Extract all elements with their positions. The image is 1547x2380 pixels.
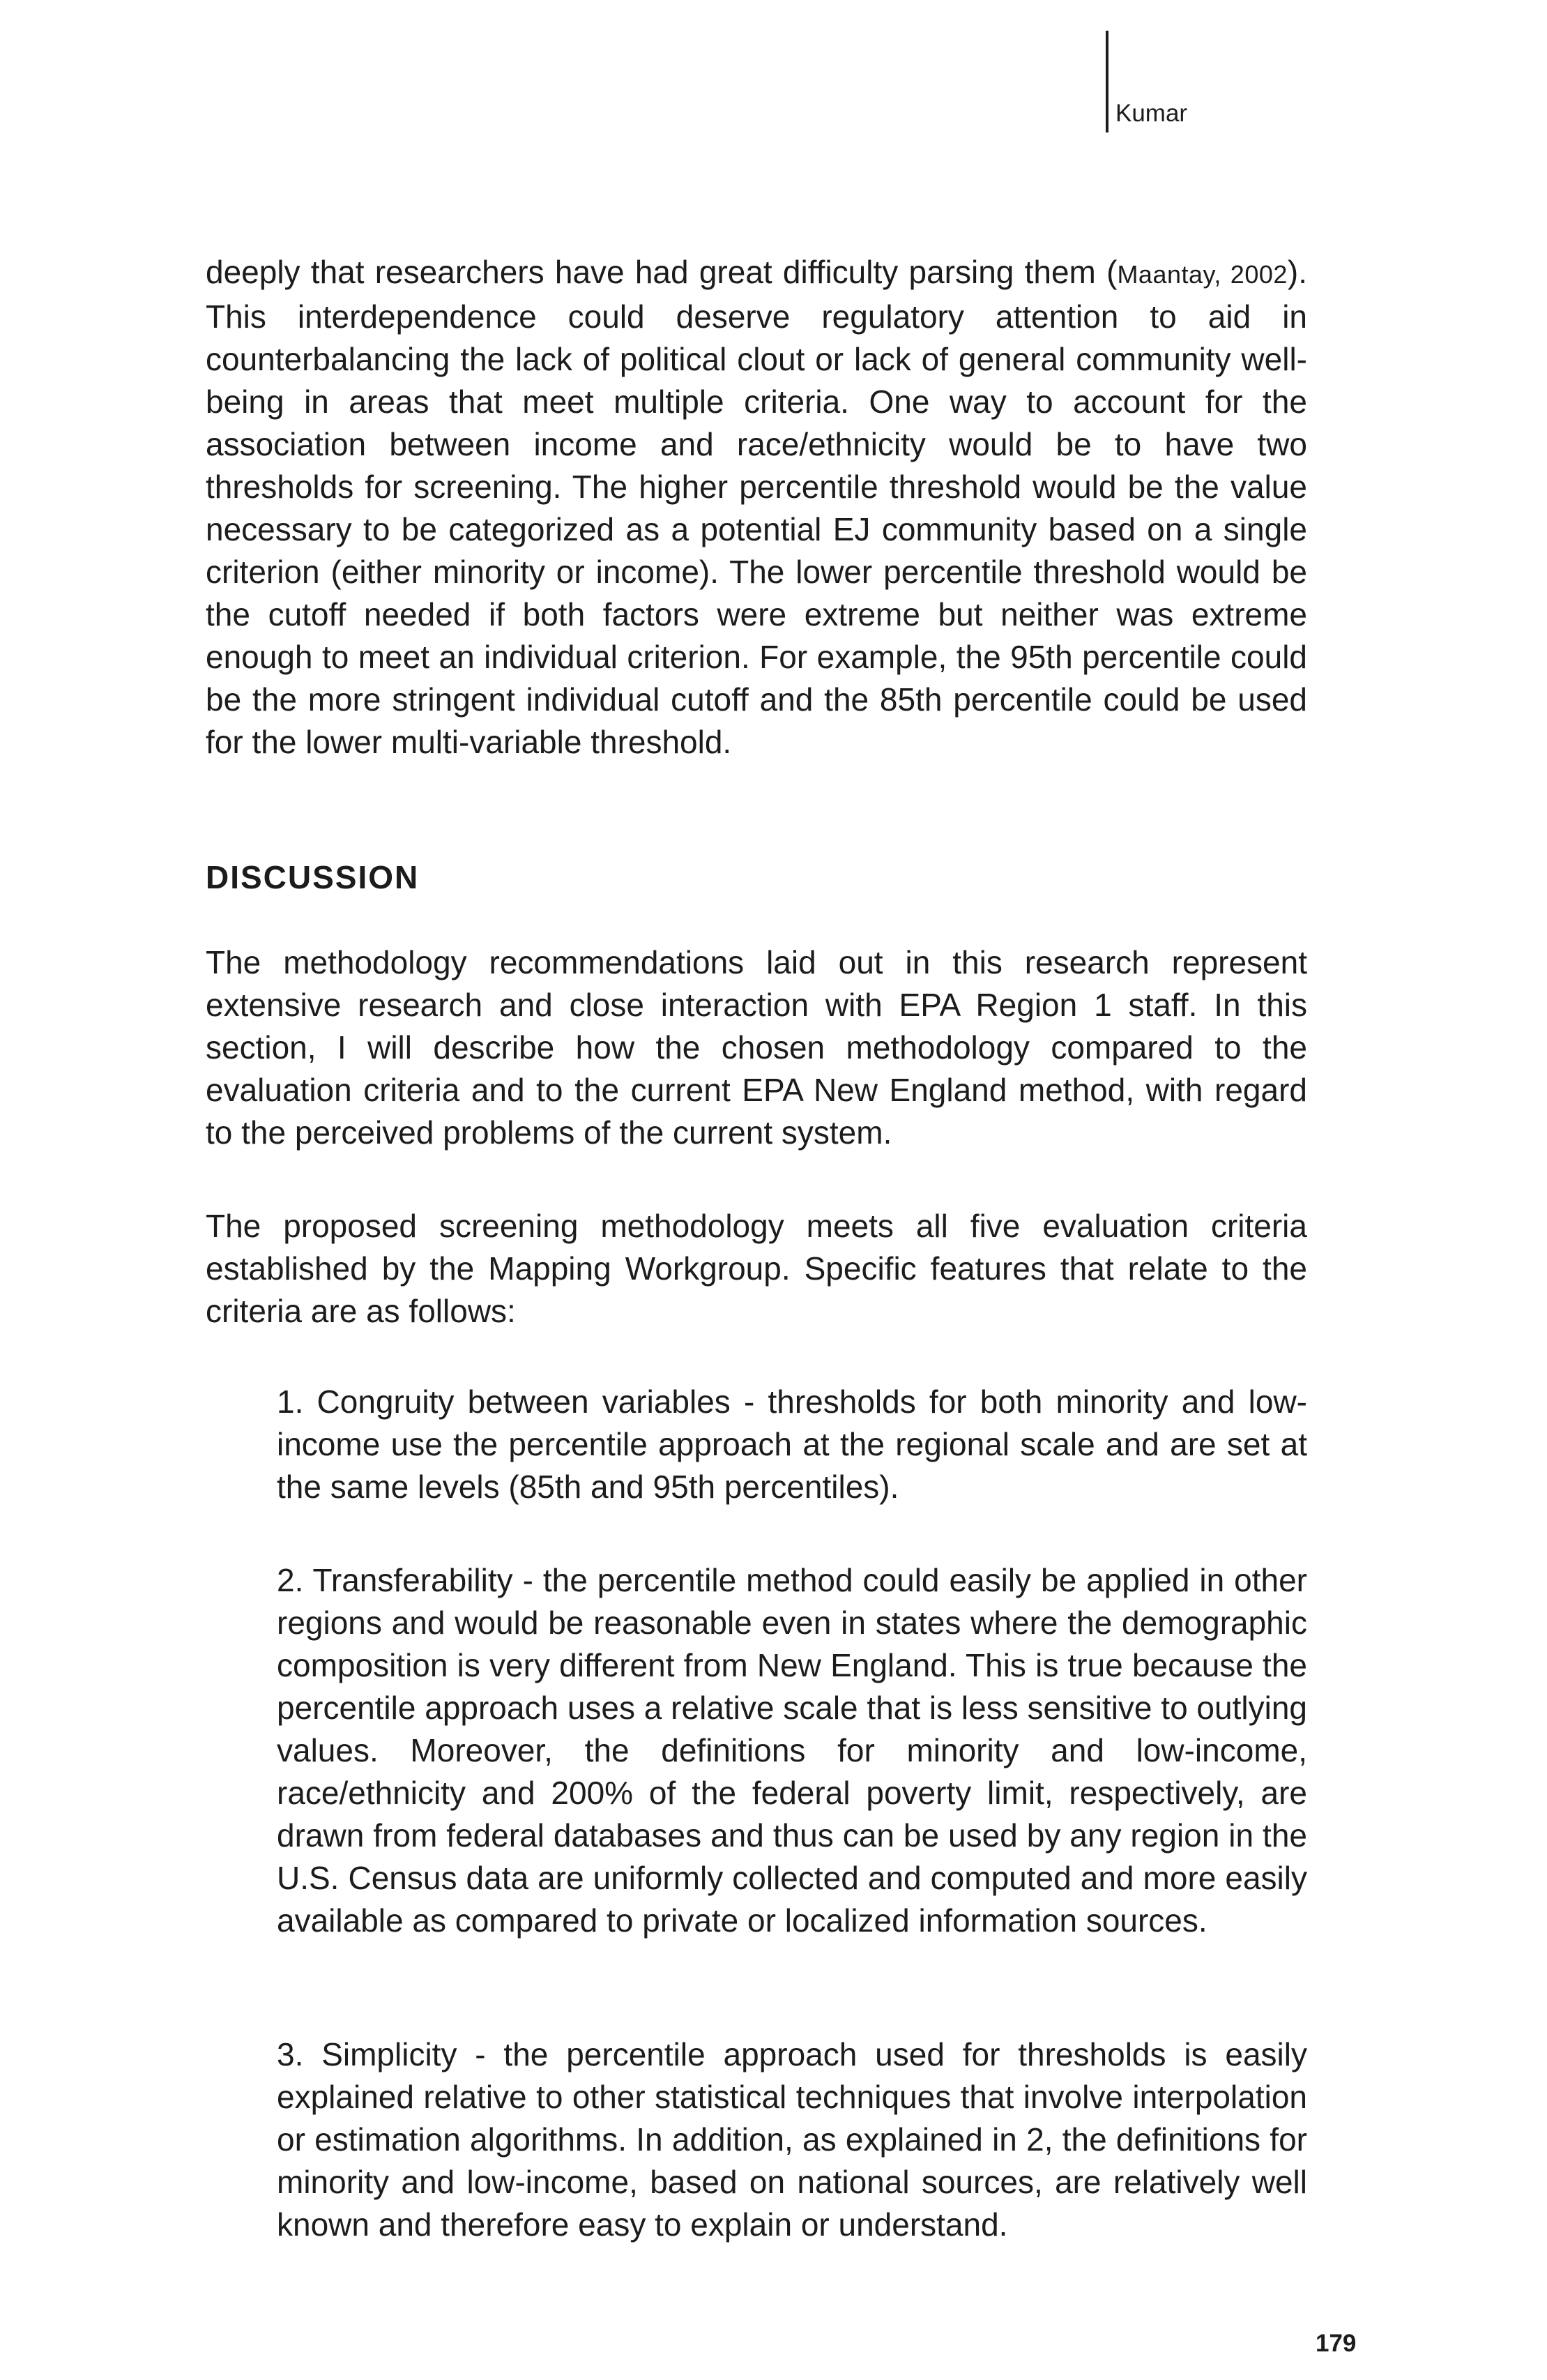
criteria-item-congruity: 1. Congruity between variables - thresholds for both minority and low-income use the percentile approach at the regional scale and are set at the same levels (85th and 95th percentiles). — [277, 1384, 1307, 1505]
continuation-paragraph — [206, 251, 1307, 764]
section-heading: DISCUSSION — [206, 859, 420, 895]
paragraph-text: ). This interdependence could deserve regulatory attention to aid in counterbalancing the lack of political clout or lack of general community well-being in areas that meet multiple criteria. One way to account for the association between income and race/ethnicity would be to have two thresholds for screening. The higher percentile threshold would be the value necessary to be categorized as a potential EJ community based on a single criterion (either minority or income). The lower percentile threshold would be the cutoff needed if both factors were extreme but neither was extreme enough to meet an individual criterion. For example, the 95th percentile could be the more stringent individual cutoff and the 85th percentile could be used for the lower multi-variable threshold. — [206, 254, 1307, 760]
citation: Maantay, 2002 — [1117, 260, 1288, 289]
discussion-paragraph-1: The methodology recommendations laid out in this research represent extensive research and close interaction with EPA Region 1 staff. In this section, I will describe how the chosen methodology compared to the evaluation criteria and to the current EPA New England method, with regard to the perceived problems of the current system. — [206, 944, 1307, 1151]
header-rule — [1106, 31, 1108, 132]
criteria-item-simplicity: 3. Simplicity - the percentile approach used for thresholds is easily explained relative to other statistical techniques that involve interpolation or estimation algorithms. In addition, as explained in 2, the definitions for minority and low-income, based on national sources, are relatively well known and therefore easy to explain or understand. — [277, 2036, 1307, 2243]
paragraph-text: deeply that researchers have had great difficulty parsing them ( — [206, 254, 1118, 290]
discussion-paragraph-2: The proposed screening methodology meets all five evaluation criteria established by the Mapping Workgroup. Specific features that relate to the criteria are as follows: — [206, 1208, 1307, 1329]
page-number: 179 — [1316, 2330, 1357, 2357]
running-head: Kumar — [1115, 100, 1188, 127]
criteria-item-transferability: 2. Transferability - the percentile method could easily be applied in other regions and would be reasonable even in states where the demographic composition is very different from New England. This is true because the percentile approach uses a relative scale that is less sensitive to outlying values. Moreover, the definitions for minority and low-income, race/ethnicity and 200% of the federal poverty limit, respectively, are drawn from federal databases and thus can be used by any region in the U.S. Census data are uniformly collected and computed and more easily available as compared to private or localized information sources. — [277, 1562, 1307, 1939]
